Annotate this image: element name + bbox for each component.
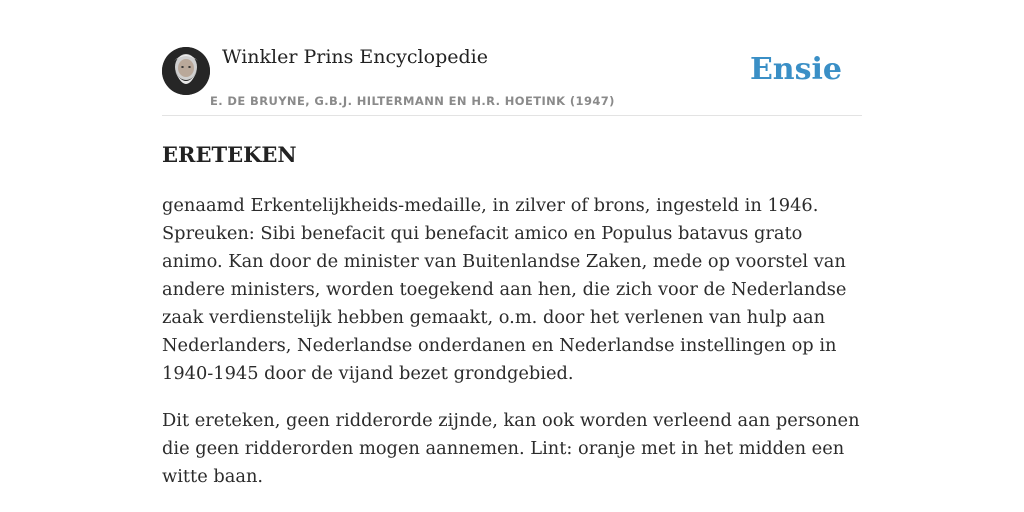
article-body <box>162 192 862 510</box>
source-authors: E. DE BRUYNE, G.B.J. HILTERMANN EN H.R. HOETINK (1947) <box>210 94 615 108</box>
entry-title: ERETEKEN <box>162 142 297 167</box>
article-paragraph: genaamd Erkentelijkheids-medaille, in zilver of brons, ingesteld in 1946. Spreuken: Sibi benefacit qui benefacit amico en Populus batavus grato animo. Kan door de minister van Buitenlandse Zaken, mede op voorstel van andere ministers, worden toegekend aan hen, die zich voor de Nederlandse zaak verdienstelijk hebben gemaakt, o.m. door het verlenen van hulp aan Nederlanders, Nederlandse onderdanen en Nederlandse instellingen op in 1940-1945 door de vijand bezet grondgebied. <box>162 195 847 384</box>
article-paragraph: Dit ereteken, geen ridderorde zijnde, kan ook worden verleend aan personen die geen ridderorden mogen aannemen. Lint: oranje met in het midden een witte baan. <box>162 410 860 487</box>
author-avatar[interactable] <box>162 47 210 95</box>
source-title[interactable]: Winkler Prins Encyclopedie <box>222 46 488 68</box>
ensie-logo[interactable]: Ensie <box>749 52 842 87</box>
source-header <box>162 0 862 116</box>
bearded-man-portrait-icon <box>162 47 210 95</box>
article-card <box>162 0 862 512</box>
